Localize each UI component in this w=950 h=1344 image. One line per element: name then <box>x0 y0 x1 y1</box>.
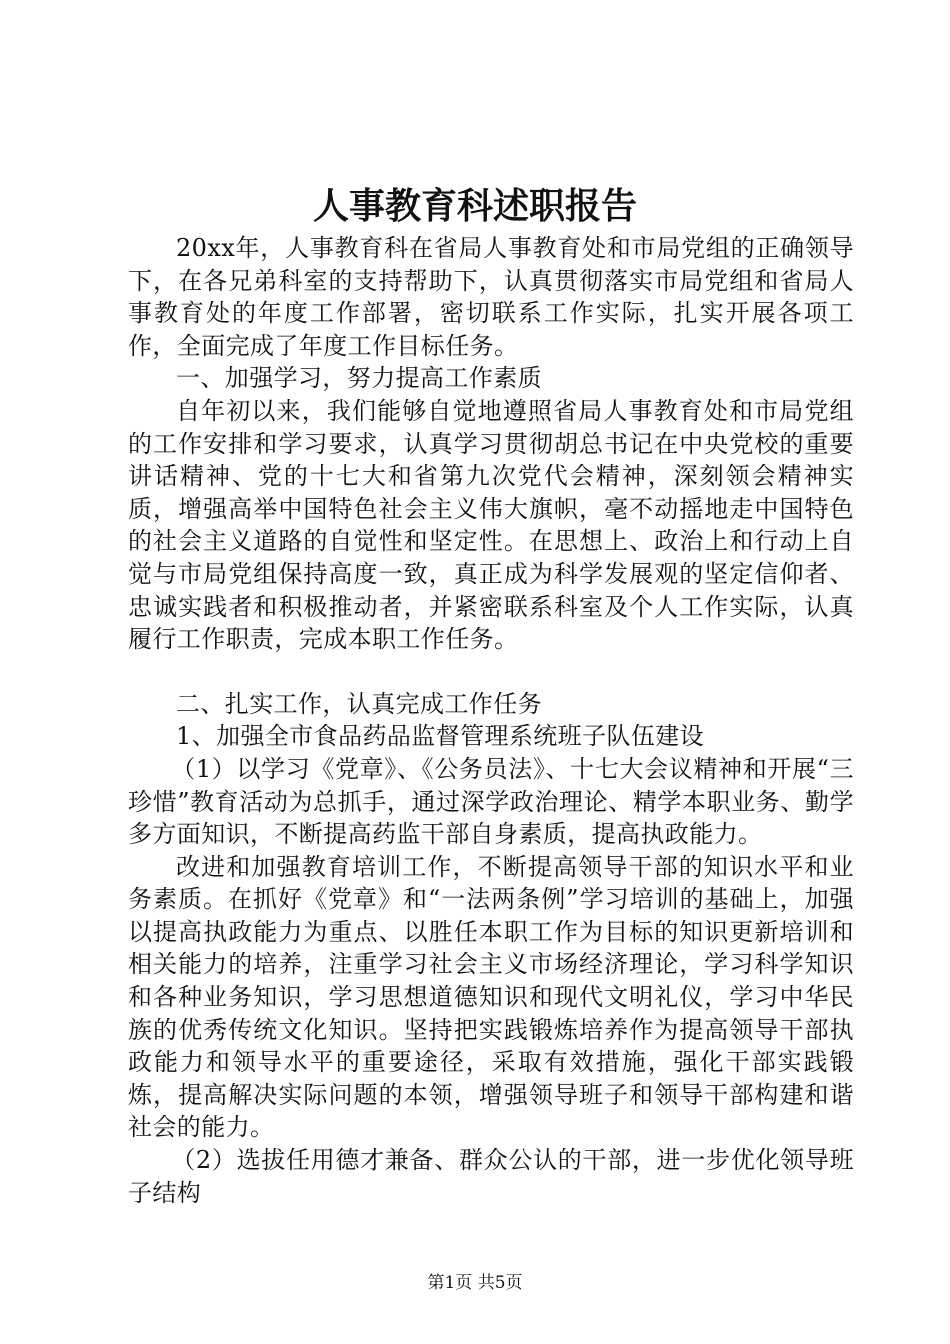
document-body <box>128 232 854 1209</box>
paragraph-spacer <box>128 656 854 688</box>
section-1-paragraph: 自年初以来，我们能够自觉地遵照省局人事教育处和市局党组的工作安排和学习要求，认真学习贯彻胡总书记在中央党校的重要讲话精神、党的十七大和省第九次党代会精神，深刻领会精神实质，增强高举中国特色社会主义伟大旗帜，毫不动摇地走中国特色的社会主义道路的自觉性和坚定性。在思想上、政治上和行动上自觉与市局党组保持高度一致，真正成为科学发展观的坚定信仰者、忠诚实践者和积极推动者，并紧密联系科室及个人工作实际，认真履行工作职责，完成本职工作任务。 <box>128 396 854 654</box>
subsection-heading-1: 1、加强全市食品药品监督管理系统班子队伍建设 <box>176 722 705 751</box>
document-title: 人事教育科述职报告 <box>312 185 637 227</box>
page-footer: 第1页 共5页 <box>427 1273 523 1293</box>
item-2-paragraph: （2）选拔任用德才兼备、群众公认的干部，进一步优化领导班子结构 <box>128 1146 854 1207</box>
training-paragraph: 改进和加强教育培训工作，不断提高领导干部的知识水平和业务素质。在抓好《党章》和“一法两条例”学习培训的基础上，加强以提高执政能力为重点、以胜任本职工作为目标的知识更新培训和相关能力的培养，注重学习社会主义市场经济理论，学习科学知识和各种业务知识，学习思想道德知识和现代文明礼仪，学习中华民族的优秀传统文化知识。坚持把实践锻炼培养作为提高领导干部执政能力和领导水平的重要途径，采取有效措施，强化干部实践锻炼，提高解决实际问题的本领，增强领导班子和领导干部构建和谐社会的能力。 <box>128 852 854 1142</box>
item-1-paragraph: （1）以学习《党章》、《公务员法》、十七大会议精神和开展“三珍惜”教育活动为总抓手，通过深学政治理论、精学本职业务、勤学多方面知识，不断提高药监干部自身素质，提高执政能力。 <box>128 754 854 849</box>
section-heading-1: 一、加强学习，努力提高工作素质 <box>176 364 542 393</box>
section-heading-2: 二、扎实工作，认真完成工作任务 <box>176 689 542 718</box>
intro-paragraph: 20xx年，人事教育科在省局人事教育处和市局党组的正确领导下，在各兄弟科室的支持帮助下，认真贯彻落实市局党组和省局人事教育处的年度工作部署，密切联系工作实际，扎实开展各项工作，全面完成了年度工作目标任务。 <box>128 234 854 360</box>
